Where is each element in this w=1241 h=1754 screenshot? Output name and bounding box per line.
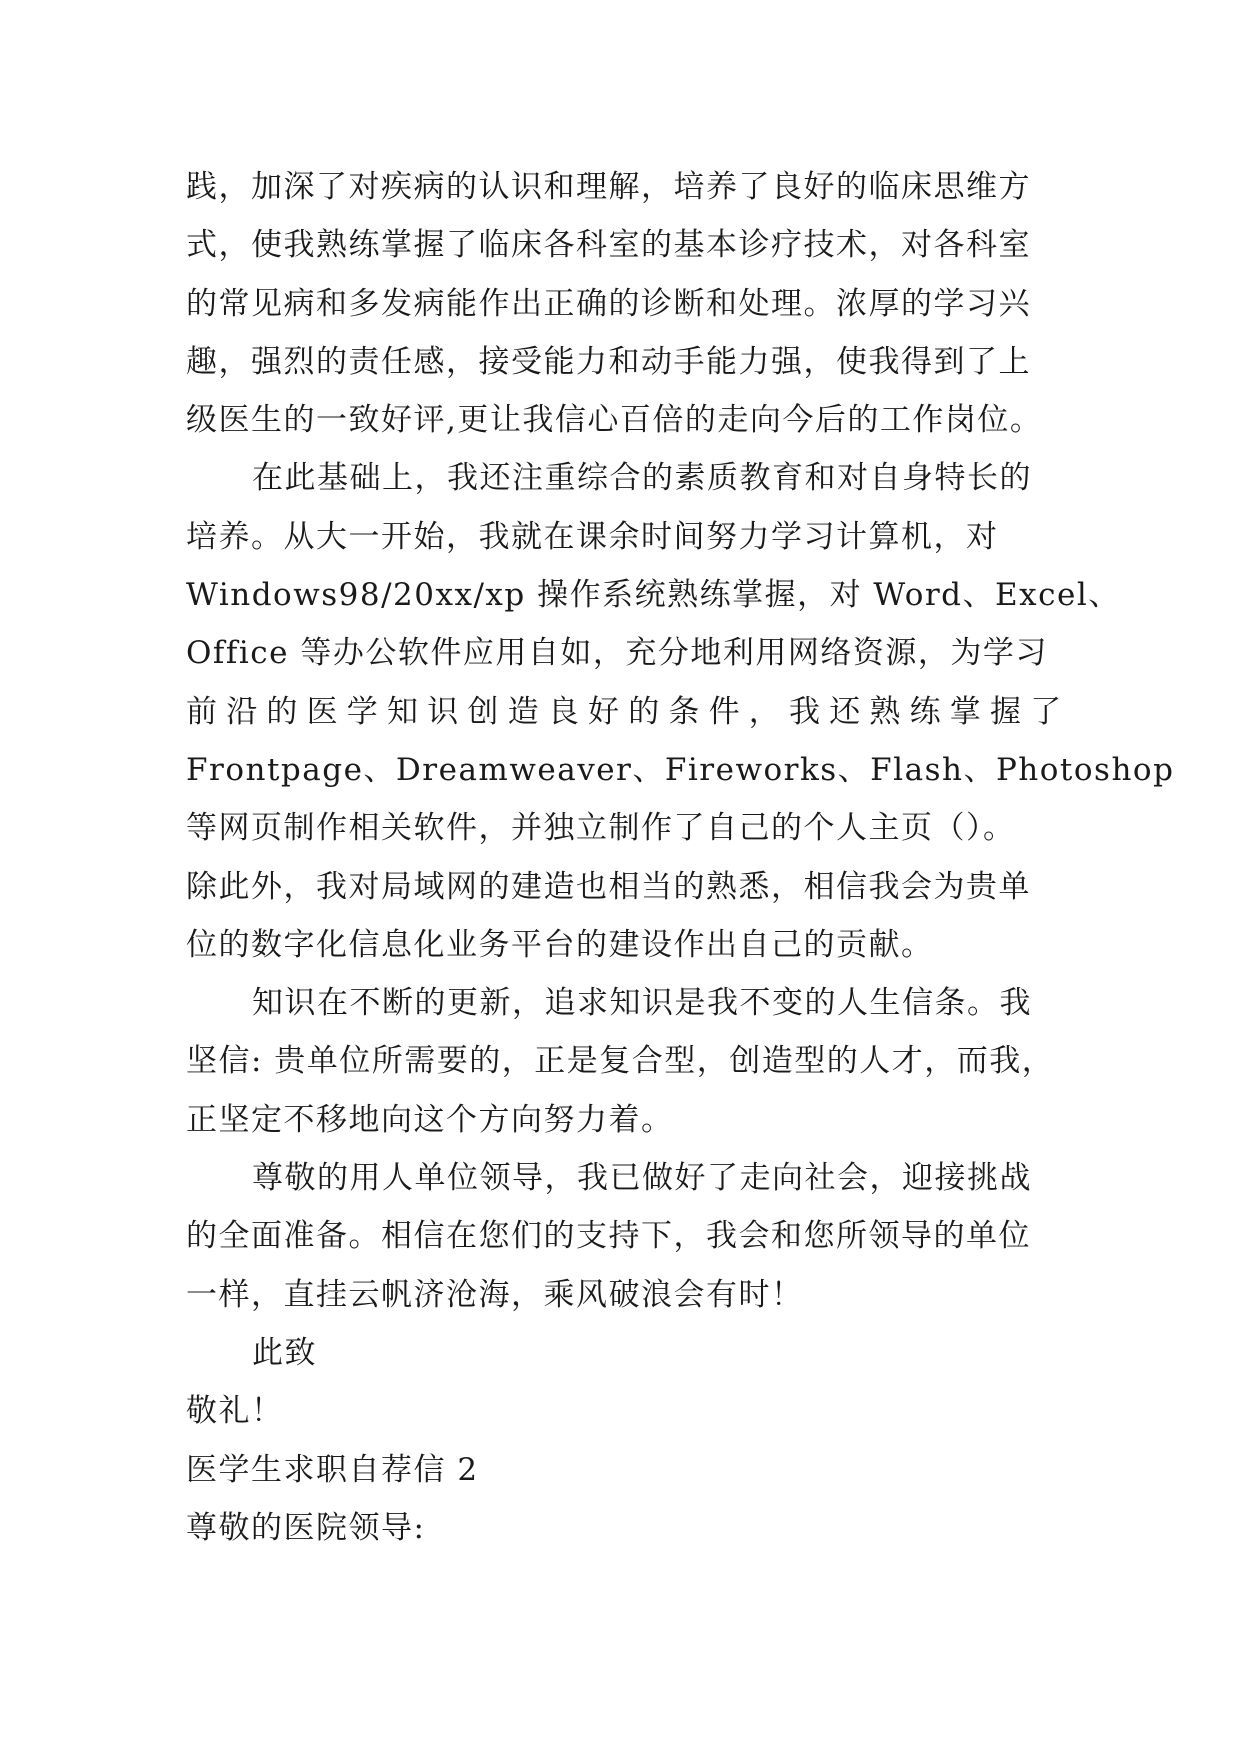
text-line: 前沿的医学知识创造良好的条件，我还熟练掌握了 [186,693,1071,730]
text-line: 知识在不断的更新，追求知识是我不变的人生信条。我 [252,985,1032,1022]
next-letter-title: 医学生求职自荐信 2 [186,1451,479,1488]
text-line: 式，使我熟练掌握了临床各科室的基本诊疗技术，对各科室 [186,227,1031,264]
text-line: 坚信: 贵单位所需要的，正是复合型，创造型的人才，而我， [186,1043,1055,1080]
document-body [186,158,1175,1557]
paragraph-4 [186,1149,1054,1324]
text-line: 的常见病和多发病能作出正确的诊断和处理。浓厚的学习兴 [186,285,1031,322]
paragraph-2 [186,449,1175,974]
text-line: 位的数字化信息化业务平台的建设作出自己的贡献。 [186,926,934,963]
text-line: 的全面准备。相信在您们的支持下，我会和您所领导的单位 [186,1218,1031,1255]
text-line: 培养。从大一开始，我就在课余时间努力学习计算机，对 [186,518,999,555]
paragraph-3 [186,974,1054,1149]
text-line: 级医生的一致好评,更让我信心百倍的走向今后的工作岗位。 [186,402,1043,439]
next-letter-greeting: 尊敬的医院领导: [186,1509,426,1546]
text-line: 除此外，我对局域网的建造也相当的熟悉，相信我会为贵单 [186,868,1031,905]
text-line: 正坚定不移地向这个方向努力着。 [186,1101,674,1138]
salutation-line: 敬礼！ [186,1393,284,1430]
text-line: 一样，直挂云帆济沧海，乘风破浪会有时！ [186,1276,804,1313]
text-line: Windows98/20xx/xp 操作系统熟练掌握，对 Word、Excel、 [186,577,1121,614]
text-line: 趣，强烈的责任感，接受能力和动手能力强，使我得到了上 [186,343,1031,380]
text-line: 尊敬的用人单位领导，我已做好了走向社会，迎接挑战 [252,1160,1032,1197]
closing-line: 此致 [252,1334,317,1371]
text-line: Office 等办公软件应用自如，充分地利用网络资源，为学习 [186,635,1048,672]
text-line: 等网页制作相关软件，并独立制作了自己的个人主页（）。 [186,810,1016,847]
paragraph-1 [186,158,1054,449]
text-line: Frontpage、Dreamweaver、Fireworks、Flash、Photoshop [186,751,1175,788]
text-line: 践，加深了对疾病的认识和理解，培养了良好的临床思维方 [186,169,1031,205]
text-line: 在此基础上，我还注重综合的素质教育和对自身特长的 [252,460,1032,497]
